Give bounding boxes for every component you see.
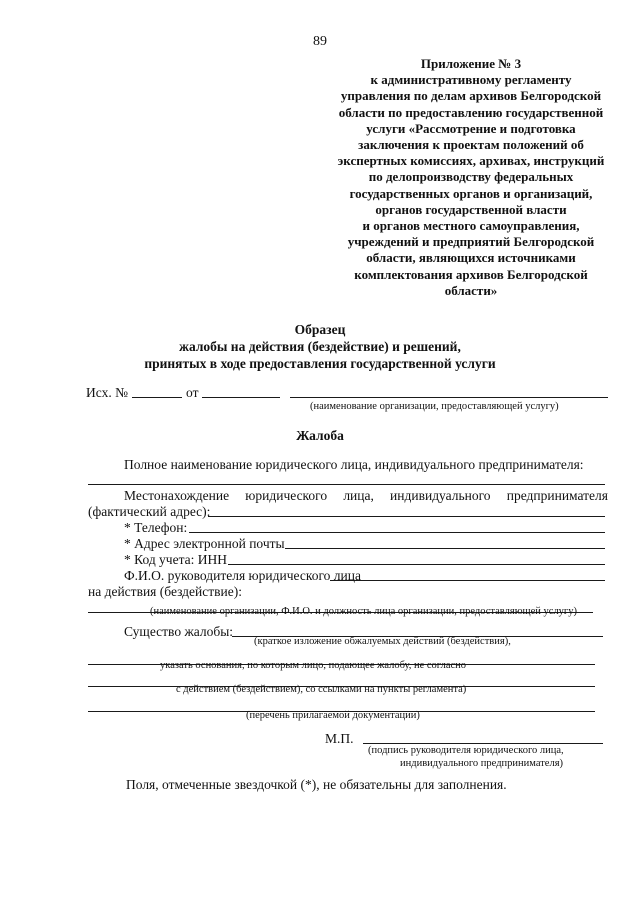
signature-caption: (подпись руководителя юридического лица,	[368, 745, 564, 756]
appendix-line: управления по делам архивов Белгородской	[340, 88, 602, 104]
appendix-line: заключения к проектам положений об	[358, 137, 584, 153]
full-name-label: Полное наименование юридического лица, индивидуального предпринимателя:	[124, 457, 584, 472]
email-label: * Адрес электронной почты	[124, 536, 285, 551]
inn-label: * Код учета: ИНН	[124, 552, 228, 567]
organization-caption: (наименование организации, предоставляющей услугу)	[310, 401, 559, 412]
complaint-title: Жалоба	[296, 428, 344, 443]
signature-input[interactable]	[363, 731, 603, 744]
signature-caption: индивидуального предпринимателя)	[400, 758, 564, 769]
date-input[interactable]	[202, 385, 280, 398]
phone-label: * Телефон:	[124, 520, 188, 535]
footnote: Поля, отмеченные звездочкой (*), не обязательны для заполнения.	[126, 777, 507, 792]
stamp-label: М.П.	[325, 731, 354, 746]
org-person-caption: (наименование организации, Ф.И.О. и должность лица организации, предоставляющей услугу)	[150, 606, 577, 617]
appendix-line: услуги «Рассмотрение и подготовка	[366, 120, 576, 136]
appendix-line: области»	[444, 282, 498, 298]
location-word: юридического	[245, 488, 328, 503]
reference-caption: с действием (бездействием), со ссылками на пункты регламента)	[176, 684, 467, 695]
head-name-label: Ф.И.О. руководителя юридического лица	[124, 568, 361, 583]
ref-number-input[interactable]	[132, 385, 182, 398]
organization-input[interactable]	[290, 385, 608, 398]
appendix-line: экспертных комиссиях, архивах, инструкций	[337, 153, 605, 169]
appendix-line: органов государственной власти	[375, 201, 567, 217]
page-number: 89	[313, 34, 327, 49]
appendix-line: области по предоставлению государственной	[338, 104, 604, 120]
email-input[interactable]	[285, 536, 605, 549]
sample-subtitle: жалобы на действия (бездействие) и решений,	[179, 339, 461, 354]
location-word: индивидуального	[390, 488, 491, 503]
sample-subtitle: принятых в ходе предоставления государственной услуги	[144, 356, 496, 371]
phone-input[interactable]	[189, 520, 605, 533]
actual-address-input[interactable]	[208, 504, 605, 517]
actual-address-label: (фактический адрес):	[88, 504, 211, 519]
location-label	[124, 488, 608, 504]
sample-title: Образец	[294, 322, 346, 337]
documents-caption: (перечень прилагаемой документации)	[246, 710, 420, 721]
appendix-line: к административному регламенту	[370, 72, 572, 88]
date-label: от	[186, 385, 199, 400]
essence-caption: (краткое изложение обжалуемых действий (бездействия),	[254, 636, 511, 647]
ref-number-label: Исх. №	[86, 385, 128, 400]
inn-input[interactable]	[228, 552, 605, 565]
location-word: Местонахождение	[124, 488, 230, 503]
location-word: предпринимателя	[506, 488, 608, 503]
actions-label: на действия (бездействие):	[88, 584, 242, 599]
appendix-header	[326, 56, 616, 299]
head-name-input[interactable]	[330, 568, 605, 581]
appendix-line: области, являющихся источниками	[366, 250, 576, 266]
essence-label: Существо жалобы:	[124, 624, 234, 639]
appendix-line: по делопроизводству федеральных	[368, 169, 574, 185]
appendix-line: Приложение № 3	[420, 56, 522, 71]
grounds-caption: указать основания, по которым лицо, подающее жалобу, не согласно	[160, 660, 467, 671]
appendix-line: учреждений и предприятий Белгородской	[347, 234, 595, 250]
full-name-input[interactable]	[88, 472, 605, 485]
appendix-line: комплектования архивов Белгородской	[354, 266, 588, 282]
appendix-line: и органов местного самоуправления,	[362, 218, 580, 234]
appendix-line: государственных органов и организаций,	[349, 185, 593, 201]
location-word: лица,	[343, 488, 374, 503]
